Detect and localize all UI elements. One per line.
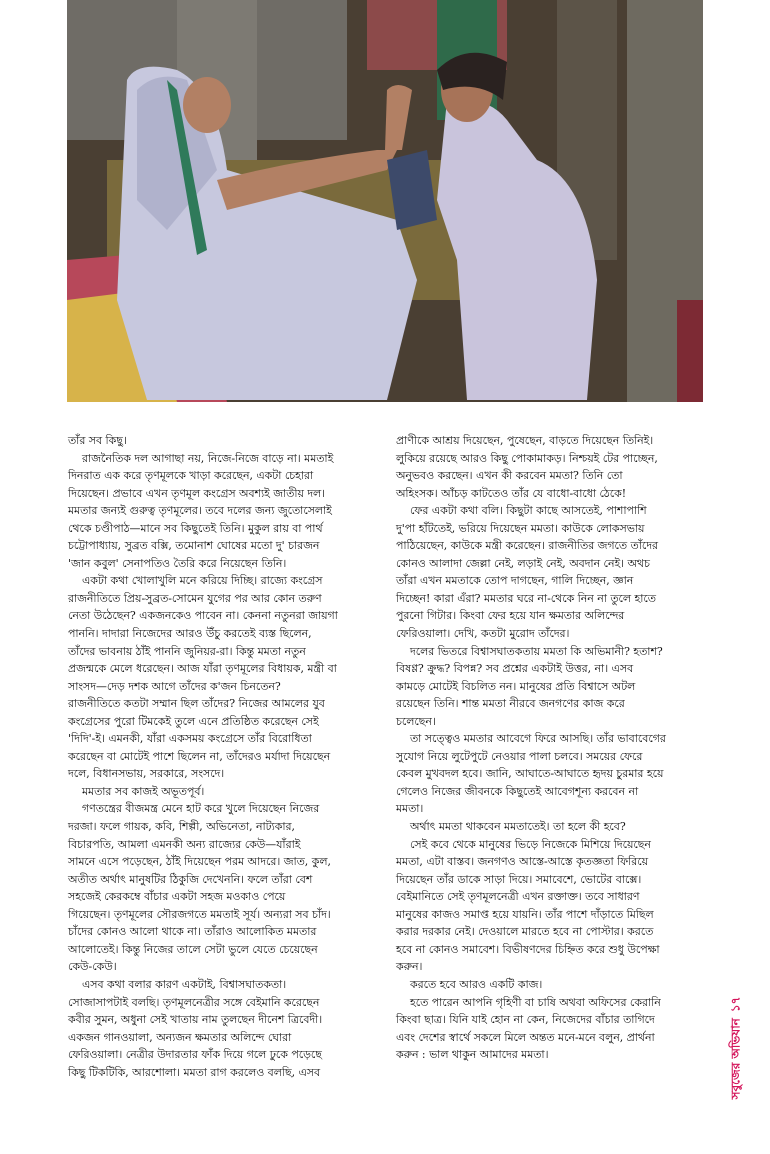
paragraph-line: তা সত্ত্বেও মমতার আবেগে ফিরে আসছি। তাঁর ভাবাবেগের — [410, 732, 666, 746]
paragraph-line: এবং দেশের স্বার্থে সকলে মিলে অন্তত মনে-মনে বলুন, প্রার্থনা — [396, 1030, 655, 1044]
paragraph-line: বিচারপতি, আমলা এমনকী অন্য রাজ্যের কেউ—যাঁরাই — [68, 837, 301, 851]
paragraph-line: অহিংসক। আঁচড় কাটতেও তাঁর যে বাধো-বাধো ঠেকে! — [396, 486, 627, 500]
paragraph-line: করতে হবে আরও একটি কাজ। — [410, 977, 543, 991]
paragraph-line: করেছেন বা মোটেই পাশে ছিলেন না, তাঁদেরও মর্যাদা দিয়েছেন — [68, 749, 331, 763]
paragraph-line: থেকে চণ্ডীপাঠ—মানে সব কিছুতেই তিনি। মুকুল রায় বা পার্থ — [68, 521, 323, 535]
paragraph-line: অতীত অর্থাৎ মানুষটির ঠিকুজি দেখেননি। ফলে তাঁরা বেশ — [68, 872, 313, 886]
paragraph-line: চাঁদের কোনও আলো থাকে না। তাঁরাও আলোকিত মমতার — [68, 925, 317, 939]
paragraph-line: অর্থাৎ মমতা থাকবেন মমতাতেই। তা হলে কী হবে? — [410, 820, 626, 834]
paragraph-line: সামনে এসে পড়েছেন, ঠাঁই দিয়েছেন পরম আদরে। জাত, কুল, — [68, 855, 331, 869]
paragraph-line: বেইমানিতে সেই তৃণমূলনেত্রী এখন রক্তাক্ত। তবে সাধারণ — [396, 890, 640, 904]
paragraph-line: রাজনীতিতে প্রিয়-সুব্রত-সোমেন যুগের পর আর কোন তরুণ — [68, 591, 322, 605]
paragraph-line: কবীর সুমন, অধুনা সেই খাতায় নাম তুলছেন দীনেশ ত্রিবেদী। — [68, 1013, 323, 1027]
paragraph-line: সেই কবে থেকে মানুষের ভিড়ে নিজেকে মিশিয়ে দিয়েছেন — [410, 837, 651, 851]
article-left-column — [68, 432, 368, 1081]
paragraph-line: 'জান কবুল' সেনাপতিও তৈরি করে নিয়েছেন তিনি। — [68, 556, 287, 570]
paragraph-line: কিছু টিকটিকি, আরশোলা। মমতা রাগ করলেও বলছি, এসব — [68, 1065, 321, 1079]
paragraph-line: মানুষের কাজও সমাপ্ত হয়ে যায়নি। তাঁর পাশে দাঁড়াতে মিছিল — [396, 907, 654, 921]
paragraph-line: দিয়েছেন তাঁর ডাকে সাড়া দিয়ে। সমাবেশে, ভোটের বাক্সে। — [396, 872, 642, 886]
paragraph-line: তাঁরা এখন মমতাকে তোপ দাগছেন, গালি দিচ্ছেন, জ্ঞান — [396, 574, 634, 588]
paragraph-line: রাজনীতিতে কতটা সম্মান ছিল তাঁদের? নিজের আমলের যুব — [68, 697, 325, 711]
paragraph-line: সোজাসাপটাই বলছি। তৃণমূলনেত্রীর সঙ্গে বেইমানি করেছেন — [68, 995, 320, 1009]
paragraph-line: কংগ্রেসের পুরো টিমকেই তুলে এনে প্রতিষ্ঠিত করেছেন সেই — [68, 714, 319, 728]
paragraph-line: 'দিদি'-ই। এমনকী, যাঁরা একসময় কংগ্রেসে তাঁর বিরোধিতা — [68, 732, 312, 746]
paragraph-line: দিনরাত এক করে তৃণমূলকে খাড়া করেছেন, একটা চেহারা — [68, 469, 314, 483]
paragraph-line: কামড়ে মোটেই বিচলিত নন। মানুষের প্রতি বিশ্বাসে অটল — [396, 679, 636, 693]
paragraph-line: দু'পা হাঁটতেই, ভরিয়ে দিয়েছেন মমতা। কাউকে লোকসভায় — [396, 521, 645, 535]
paragraph-line: করুন। — [396, 960, 423, 974]
paragraph-line: পুরনো গিটার। কিংবা ফের হয়ে যান ক্ষমতার অলিন্দের — [396, 609, 625, 623]
paragraph-line: কেউ-কেউ। — [68, 960, 117, 974]
paragraph-line: প্রজন্মকে মেলে ধরেছেন। আজ যাঁরা তৃণমূলের বিধায়ক, মন্ত্রী বা — [68, 662, 337, 676]
paragraph-line: রয়েছেন তিনি। শান্ত মমতা নীরবে জনগণের কাজ করে — [396, 697, 625, 711]
paragraph-line: চট্টোপাধ্যায়, সুব্রত বক্সি, তমোনাশ ঘোষের মতো দু' চারজন — [68, 539, 320, 553]
paragraph-line: রাজনৈতিক দল আগাছা নয়, নিজে-নিজে বাড়ে না। মমতাই — [82, 451, 334, 465]
paragraph-line: দিচ্ছেন! কারা এঁরা? মমতার ঘরে না-থেকে নিন না তুলে হাতে — [396, 591, 656, 605]
paragraph-line: দরজা। ফলে গায়ক, কবি, শিল্পী, অভিনেতা, নাট্যকার, — [68, 820, 296, 834]
paragraph-line: ফেরিওয়ালা। দেখি, কতটা মুরোদ তাঁদের। — [396, 627, 570, 641]
paragraph-line: মমতা। — [396, 802, 424, 816]
article-right-column — [396, 432, 696, 1064]
paragraph-line: করুন : ভাল থাকুন আমাদের মমতা। — [396, 1048, 549, 1062]
paragraph-line: লুকিয়ে রয়েছে আরও কিছু পোকামাকড়। নিশ্চয়ই টের পাচ্ছেন, — [396, 451, 658, 465]
publication-name: সবুজের অভিযান — [728, 1018, 743, 1100]
paragraph-line: চলেছেন। — [396, 714, 436, 728]
paragraph-line: ফের একটা কথা বলি। কিছুটা কাছে আসতেই, পাশাপাশি — [410, 504, 647, 518]
paragraph-line: ফেরিওয়ালা। নেত্রীর উদারতার ফাঁক দিয়ে গলে ঢুকে পড়েছে — [68, 1048, 322, 1062]
paragraph-line: তাঁর সব কিছু। — [68, 434, 127, 447]
paragraph-line: হতে পারেন আপনি গৃহিণী বা চাষি অথবা অফিসের কেরানি — [410, 995, 661, 1009]
paragraph-line: দলে, বিধানসভায়, সরকারে, সংসদে। — [68, 767, 225, 781]
paragraph-line: কেবল মুখবদল হবে। জানি, আঘাতে-আঘাতে হৃদয় চুরমার হয়ে — [396, 767, 664, 781]
paragraph-line: দলের ভিতরে বিশ্বাসঘাতকতায় মমতা কি অভিমানী? হতাশ? — [410, 644, 663, 658]
footer-text — [727, 991, 747, 1100]
paragraph-line: মমতার সব কাজই অভূতপূর্ব। — [82, 784, 205, 798]
paragraph-line: সহজেই কেরকম্বে বাঁচার একটা সহজ মওকাও পেয়ে — [68, 890, 286, 904]
paragraph-line: একটা কথা খোলাখুলি মনে করিয়ে দিচ্ছি। রাজ্যে কংগ্রেস — [82, 574, 323, 588]
paragraph-line: করার দরকার নেই। দেওয়ালে মারতে হবে না পোস্টার। করতে — [396, 925, 654, 939]
paragraph-line: প্রাণীকে আশ্রয় দিয়েছেন, পুষেছেন, বাড়তে দিয়েছেন তিনিই। — [396, 434, 654, 447]
paragraph-line: গণতন্ত্রের বীজমন্ত্র মেনে হাট করে খুলে দিয়েছেন নিজের — [82, 802, 320, 816]
paragraph-line: গিয়েছেন। তৃণমূলের সৌরজগতে মমতাই সূর্য। অন্যরা সব চাঁদ। — [68, 907, 331, 921]
page-footer — [717, 996, 757, 1100]
paragraph-line: পাঠিয়েছেন, কাউকে মন্ত্রী করেছেন। রাজনীতির জগতে তাঁদের — [396, 539, 658, 553]
two-women-blessing-photo — [67, 0, 703, 402]
paragraph-line: হবে না কোনও সমাবেশ। বিভীষণদের চিহ্নিত করে শুধু উপেক্ষা — [396, 942, 660, 956]
paragraph-line: একজন গানওয়ালা, অন্যজন ক্ষমতার অলিন্দে ঘোরা — [68, 1030, 292, 1044]
paragraph-line: এসব কথা বলার কারণ একটাই, বিশ্বাসঘাতকতা। — [82, 977, 287, 991]
paragraph-line: সাংসদ—দেড় দশক আগে তাঁদের ক'জন চিনতেন? — [68, 679, 281, 693]
paragraph-line: দিয়েছেন। প্রভাবে এখন তৃণমূল কংগ্রেস অবশ্যই জাতীয় দল। — [68, 486, 326, 500]
paragraph-line: কোনও আলাদা জেল্লা নেই, লড়াই নেই, অবদান নেই। অথচ — [396, 556, 650, 570]
paragraph-line: মমতা, এটা বাস্তব। জনগণও আস্তে-আস্তে কৃতজ্ঞতা ফিরিয়ে — [396, 855, 649, 869]
paragraph-line: কিংবা ছাত্র। যিনি যাই হোন না কেন, নিজেদের বাঁচার তাগিদে — [396, 1013, 655, 1027]
page-number: ১৭ — [728, 996, 743, 1013]
paragraph-line: অনুভবও করছেন। এখন কী করবেন মমতা? তিনি তো — [396, 469, 623, 483]
paragraph-line: বিষণ্ণ? ক্রুদ্ধ? বিপন্ন? সব প্রশ্নের একটাই উত্তর, না। এসব — [396, 662, 634, 676]
paragraph-line: তাঁদের ভাবনায় ঠাঁই পাননি জুনিয়র-রা। কিন্তু মমতা নতুন — [68, 644, 306, 658]
paragraph-line: মমতার জন্যই গুরুত্ব তৃণমূলের। তবে দলের জন্য জুতোসেলাই — [68, 504, 332, 518]
paragraph-line: পাননি। দাদারা নিজেদের আরও উঁচু করতেই ব্যস্ত ছিলেন, — [68, 627, 312, 641]
paragraph-line: আলোতেই। কিন্তু নিজের তালে সেটা ভুলে যেতে চেয়েছেন — [68, 942, 318, 956]
paragraph-line: নেতা উঠেছেন? একজনকেও পাবেন না। কেননা নতুনরা জায়গা — [68, 609, 338, 623]
paragraph-line: সুযোগ নিয়ে লুটেপুটে নেওয়ার পালা চলবে। সময়ের ফেরে — [396, 749, 643, 763]
article-photo — [67, 0, 703, 402]
paragraph-line: গেলেও নিজের জীবনকে কিছুতেই আবেগশূন্য করবেন না — [396, 784, 639, 798]
